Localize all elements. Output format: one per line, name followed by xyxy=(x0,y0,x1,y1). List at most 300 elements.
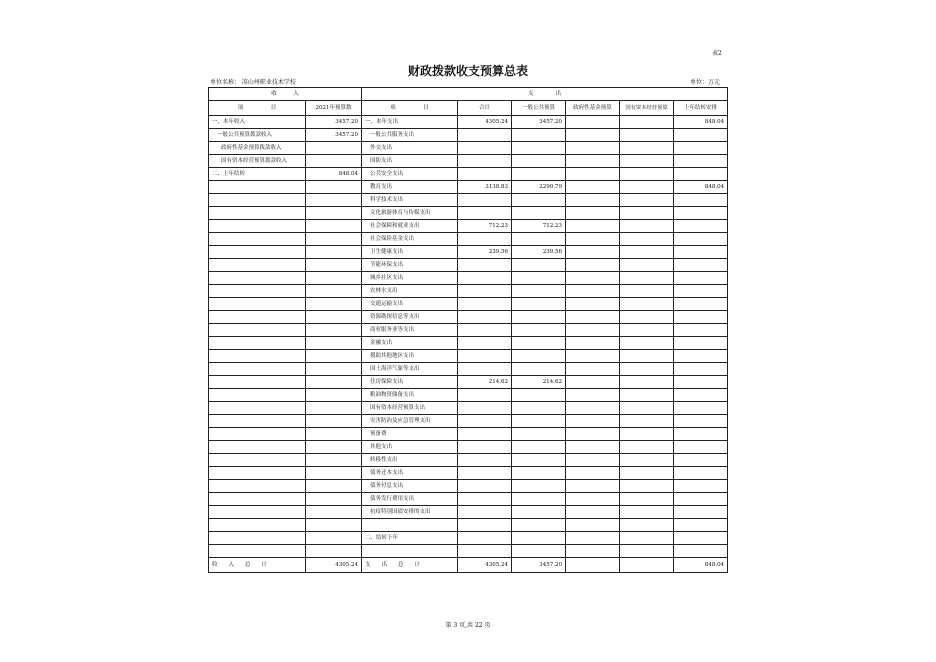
table-row xyxy=(209,402,728,415)
expense-total-label: 支 出 总 计 xyxy=(362,558,458,573)
header-row-columns xyxy=(209,101,728,116)
expense-total xyxy=(458,506,512,519)
col-header-gov-fund: 政府性基金预算 xyxy=(566,101,620,116)
expense-state-capital xyxy=(620,545,674,558)
expense-carryover-total: 848.04 xyxy=(674,558,728,573)
income-item xyxy=(209,207,306,220)
income-item xyxy=(209,519,306,532)
expense-total xyxy=(458,519,512,532)
expense-gov-fund xyxy=(566,285,620,298)
col-header-item: 项 目 xyxy=(209,101,306,116)
expense-carryover xyxy=(674,519,728,532)
table-row xyxy=(209,324,728,337)
expense-item: 其他支出 xyxy=(362,441,458,454)
expense-carryover xyxy=(674,532,728,545)
expense-carryover: 848.04 xyxy=(674,116,728,129)
expense-general xyxy=(512,168,566,181)
col-header-total: 合计 xyxy=(458,101,512,116)
expense-state-capital xyxy=(620,441,674,454)
expense-gov-fund xyxy=(566,350,620,363)
expenditure-header: 支 出 xyxy=(362,88,728,101)
expense-general xyxy=(512,402,566,415)
expense-state-capital xyxy=(620,454,674,467)
expense-state-capital xyxy=(620,311,674,324)
expense-carryover xyxy=(674,168,728,181)
expense-gov-fund xyxy=(566,259,620,272)
expense-carryover xyxy=(674,402,728,415)
expense-item: 交通运输支出 xyxy=(362,298,458,311)
expense-gov-fund xyxy=(566,246,620,259)
expense-gov-fund xyxy=(566,155,620,168)
currency-unit: 单位：万元 xyxy=(690,79,721,86)
income-item xyxy=(209,337,306,350)
table-row xyxy=(209,194,728,207)
expense-item: 社会保障和就业支出 xyxy=(362,220,458,233)
table-row xyxy=(209,467,728,480)
income-item xyxy=(209,545,306,558)
income-value xyxy=(306,389,362,402)
expense-item: 社会保险基金支出 xyxy=(362,233,458,246)
income-value xyxy=(306,259,362,272)
income-total-label: 收 入 总 计 xyxy=(209,558,306,573)
expense-carryover xyxy=(674,545,728,558)
income-value: 3457.20 xyxy=(306,129,362,142)
expense-item: 援助其他地区支出 xyxy=(362,350,458,363)
page-footer: 第 3 页,共 22 页 xyxy=(445,622,491,629)
income-item xyxy=(209,428,306,441)
expense-total: 3138.83 xyxy=(458,181,512,194)
expense-carryover xyxy=(674,142,728,155)
table-row xyxy=(209,285,728,298)
expense-state-capital xyxy=(620,220,674,233)
income-item: 政府性基金预算拨款收入 xyxy=(209,142,306,155)
income-item xyxy=(209,506,306,519)
expense-carryover xyxy=(674,467,728,480)
income-value xyxy=(306,311,362,324)
income-item xyxy=(209,376,306,389)
expense-total xyxy=(458,454,512,467)
expense-item: 卫生健康支出 xyxy=(362,246,458,259)
income-item xyxy=(209,402,306,415)
expense-state-capital xyxy=(620,168,674,181)
expense-general xyxy=(512,480,566,493)
expense-total xyxy=(458,142,512,155)
expense-total: 4305.24 xyxy=(458,116,512,129)
expense-total xyxy=(458,259,512,272)
expense-total xyxy=(458,233,512,246)
table-row xyxy=(209,350,728,363)
expense-state-capital xyxy=(620,233,674,246)
expense-item: 节能环保支出 xyxy=(362,259,458,272)
table-row xyxy=(209,389,728,402)
income-value xyxy=(306,467,362,480)
table-row xyxy=(209,493,728,506)
expense-carryover xyxy=(674,454,728,467)
expense-state-capital xyxy=(620,116,674,129)
expense-carryover xyxy=(674,415,728,428)
expense-carryover xyxy=(674,298,728,311)
table-row xyxy=(209,415,728,428)
income-item xyxy=(209,389,306,402)
page-title: 财政拨款收支预算总表 xyxy=(407,64,528,78)
income-item xyxy=(209,493,306,506)
expense-item: 商业服务业等支出 xyxy=(362,324,458,337)
expense-carryover xyxy=(674,233,728,246)
expense-carryover xyxy=(674,311,728,324)
expense-gov-fund-total xyxy=(566,558,620,573)
expense-item xyxy=(362,545,458,558)
expense-carryover xyxy=(674,506,728,519)
expense-general xyxy=(512,207,566,220)
table-row xyxy=(209,272,728,285)
expense-item: 公共安全支出 xyxy=(362,168,458,181)
expense-gov-fund xyxy=(566,116,620,129)
table-row xyxy=(209,480,728,493)
expense-general xyxy=(512,441,566,454)
expense-total xyxy=(458,324,512,337)
expense-total: 239.56 xyxy=(458,246,512,259)
income-value xyxy=(306,324,362,337)
expense-general: 214.62 xyxy=(512,376,566,389)
expense-total xyxy=(458,428,512,441)
income-item xyxy=(209,532,306,545)
expense-general xyxy=(512,389,566,402)
expense-total xyxy=(458,155,512,168)
expense-general xyxy=(512,350,566,363)
unit-name: 单位名称： 凉山州职业技术学校 xyxy=(210,79,296,86)
income-value xyxy=(306,298,362,311)
expense-item xyxy=(362,519,458,532)
income-item xyxy=(209,454,306,467)
income-value xyxy=(306,376,362,389)
expense-gov-fund xyxy=(566,337,620,350)
table-number: 表2 xyxy=(712,50,722,57)
expense-gov-fund xyxy=(566,467,620,480)
expense-state-capital xyxy=(620,493,674,506)
expense-gov-fund xyxy=(566,428,620,441)
expense-general xyxy=(512,194,566,207)
expense-general xyxy=(512,272,566,285)
expense-total xyxy=(458,545,512,558)
expense-item: 债务付息支出 xyxy=(362,480,458,493)
income-item xyxy=(209,415,306,428)
expense-total: 712.23 xyxy=(458,220,512,233)
income-value xyxy=(306,506,362,519)
expense-gov-fund xyxy=(566,233,620,246)
expense-carryover xyxy=(674,259,728,272)
table-row xyxy=(209,532,728,545)
expense-item: 住房保障支出 xyxy=(362,376,458,389)
expense-general: 712.23 xyxy=(512,220,566,233)
expense-total: 214.62 xyxy=(458,376,512,389)
expense-carryover xyxy=(674,246,728,259)
table-row xyxy=(209,376,728,389)
expense-gov-fund xyxy=(566,194,620,207)
expense-general xyxy=(512,233,566,246)
expense-gov-fund xyxy=(566,376,620,389)
expense-gov-fund xyxy=(566,506,620,519)
expense-gov-fund xyxy=(566,220,620,233)
income-value xyxy=(306,285,362,298)
expense-item: 一般公共服务支出 xyxy=(362,129,458,142)
income-value xyxy=(306,233,362,246)
income-item: 二、上年结转 xyxy=(209,168,306,181)
income-value xyxy=(306,415,362,428)
income-value xyxy=(306,220,362,233)
expense-total xyxy=(458,389,512,402)
expense-carryover xyxy=(674,129,728,142)
expense-item: 债务还本支出 xyxy=(362,467,458,480)
table-row xyxy=(209,142,728,155)
table-row xyxy=(209,116,728,129)
budget-table xyxy=(208,87,728,573)
income-value xyxy=(306,519,362,532)
expense-item: 文化旅游体育与传媒支出 xyxy=(362,207,458,220)
income-value xyxy=(306,402,362,415)
expense-item: 预备费 xyxy=(362,428,458,441)
expense-state-capital xyxy=(620,402,674,415)
expense-gov-fund xyxy=(566,402,620,415)
table-row xyxy=(209,181,728,194)
expense-general: 3457.20 xyxy=(512,116,566,129)
expense-total xyxy=(458,207,512,220)
income-item xyxy=(209,285,306,298)
expense-state-capital xyxy=(620,129,674,142)
income-value xyxy=(306,532,362,545)
expense-total xyxy=(458,298,512,311)
expense-carryover xyxy=(674,428,728,441)
expense-general xyxy=(512,532,566,545)
income-value xyxy=(306,272,362,285)
expense-general xyxy=(512,285,566,298)
income-item xyxy=(209,259,306,272)
expense-gov-fund xyxy=(566,311,620,324)
expense-general: 2290.79 xyxy=(512,181,566,194)
expense-total xyxy=(458,402,512,415)
income-value xyxy=(306,493,362,506)
expense-total xyxy=(458,363,512,376)
income-item: 一、本年收入 xyxy=(209,116,306,129)
expense-carryover xyxy=(674,285,728,298)
expense-gov-fund xyxy=(566,181,620,194)
income-value xyxy=(306,480,362,493)
expense-gov-fund xyxy=(566,272,620,285)
expense-carryover xyxy=(674,272,728,285)
expense-general xyxy=(512,428,566,441)
expense-state-capital xyxy=(620,246,674,259)
table-row xyxy=(209,168,728,181)
table-row xyxy=(209,454,728,467)
expense-item: 抗疫特别国债安排的支出 xyxy=(362,506,458,519)
expense-state-capital xyxy=(620,480,674,493)
income-item xyxy=(209,363,306,376)
expense-item: 资源勘探信息等支出 xyxy=(362,311,458,324)
income-value xyxy=(306,545,362,558)
expense-general xyxy=(512,467,566,480)
income-item: 国有资本经营预算拨款收入 xyxy=(209,155,306,168)
income-item xyxy=(209,298,306,311)
expense-item: 城乡社区支出 xyxy=(362,272,458,285)
expense-gov-fund xyxy=(566,363,620,376)
expense-total xyxy=(458,415,512,428)
expense-gov-fund xyxy=(566,324,620,337)
expense-state-capital xyxy=(620,155,674,168)
table-row xyxy=(209,246,728,259)
expense-carryover xyxy=(674,220,728,233)
table-body xyxy=(209,88,728,573)
expense-state-capital xyxy=(620,506,674,519)
expense-item: 科学技术支出 xyxy=(362,194,458,207)
table-row xyxy=(209,233,728,246)
expense-general xyxy=(512,363,566,376)
expense-state-capital xyxy=(620,207,674,220)
income-item xyxy=(209,181,306,194)
expense-general xyxy=(512,129,566,142)
income-value xyxy=(306,337,362,350)
expense-state-capital xyxy=(620,285,674,298)
expense-gov-fund xyxy=(566,298,620,311)
col-header-item2: 项 目 xyxy=(362,101,458,116)
expense-state-capital xyxy=(620,350,674,363)
expense-item: 转移性支出 xyxy=(362,454,458,467)
income-item xyxy=(209,324,306,337)
expense-gov-fund xyxy=(566,454,620,467)
expense-grand-total: 4305.24 xyxy=(458,558,512,573)
expense-carryover xyxy=(674,194,728,207)
expense-carryover xyxy=(674,324,728,337)
income-item xyxy=(209,480,306,493)
expense-total xyxy=(458,285,512,298)
expense-state-capital xyxy=(620,415,674,428)
expense-carryover xyxy=(674,493,728,506)
income-value xyxy=(306,194,362,207)
income-value xyxy=(306,441,362,454)
table-row xyxy=(209,506,728,519)
income-value xyxy=(306,181,362,194)
expense-state-capital xyxy=(620,142,674,155)
expense-total xyxy=(458,467,512,480)
income-item xyxy=(209,272,306,285)
expense-state-capital xyxy=(620,181,674,194)
expense-state-capital xyxy=(620,467,674,480)
income-value xyxy=(306,207,362,220)
income-item xyxy=(209,441,306,454)
expense-general xyxy=(512,259,566,272)
expense-item: 农林水支出 xyxy=(362,285,458,298)
col-header-budget2021: 2021年预算数 xyxy=(306,101,362,116)
expense-state-capital xyxy=(620,428,674,441)
expense-general xyxy=(512,415,566,428)
expense-gov-fund xyxy=(566,545,620,558)
income-value xyxy=(306,350,362,363)
col-header-carryover: 上年结转安排 xyxy=(674,101,728,116)
table-row xyxy=(209,428,728,441)
table-row xyxy=(209,129,728,142)
income-value xyxy=(306,246,362,259)
expense-general xyxy=(512,298,566,311)
expense-general xyxy=(512,506,566,519)
expense-gov-fund xyxy=(566,142,620,155)
expense-carryover xyxy=(674,155,728,168)
income-item xyxy=(209,467,306,480)
expense-carryover xyxy=(674,350,728,363)
expense-state-capital xyxy=(620,324,674,337)
expense-total xyxy=(458,441,512,454)
table-row xyxy=(209,311,728,324)
income-item xyxy=(209,194,306,207)
income-value xyxy=(306,428,362,441)
expense-state-capital xyxy=(620,298,674,311)
income-header: 收 入 xyxy=(209,88,362,101)
table-row xyxy=(209,155,728,168)
table-row xyxy=(209,363,728,376)
income-item xyxy=(209,350,306,363)
expense-carryover xyxy=(674,480,728,493)
expense-total xyxy=(458,337,512,350)
totals-row xyxy=(209,558,728,573)
table-row xyxy=(209,441,728,454)
table-row xyxy=(209,220,728,233)
expense-gov-fund xyxy=(566,519,620,532)
expense-total xyxy=(458,194,512,207)
expense-state-capital xyxy=(620,532,674,545)
expense-item: 债务发行费用支出 xyxy=(362,493,458,506)
table-row xyxy=(209,298,728,311)
expense-total xyxy=(458,129,512,142)
expense-total xyxy=(458,311,512,324)
expense-general xyxy=(512,324,566,337)
expense-gov-fund xyxy=(566,480,620,493)
expense-item: 国有资本经营预算支出 xyxy=(362,402,458,415)
expense-general: 239.56 xyxy=(512,246,566,259)
table-row xyxy=(209,545,728,558)
income-item xyxy=(209,220,306,233)
expense-gov-fund xyxy=(566,168,620,181)
income-item: 一般公共预算拨款收入 xyxy=(209,129,306,142)
expense-gov-fund xyxy=(566,389,620,402)
expense-total xyxy=(458,480,512,493)
expense-gov-fund xyxy=(566,441,620,454)
expense-general xyxy=(512,545,566,558)
expense-state-capital xyxy=(620,519,674,532)
col-header-state-capital: 国有资本经营预算 xyxy=(620,101,674,116)
expense-general xyxy=(512,142,566,155)
expense-item: 国防支出 xyxy=(362,155,458,168)
expense-gov-fund xyxy=(566,493,620,506)
expense-carryover xyxy=(674,207,728,220)
expense-general xyxy=(512,337,566,350)
header-row-group xyxy=(209,88,728,101)
expense-carryover xyxy=(674,389,728,402)
expense-item: 国土海洋气象等支出 xyxy=(362,363,458,376)
expense-carryover xyxy=(674,441,728,454)
income-item xyxy=(209,233,306,246)
expense-item: 金融支出 xyxy=(362,337,458,350)
expense-state-capital xyxy=(620,259,674,272)
table-row xyxy=(209,259,728,272)
expense-total xyxy=(458,350,512,363)
expense-state-capital-total xyxy=(620,558,674,573)
expense-item: 二、结转下年 xyxy=(362,532,458,545)
expense-item: 一、本年支出 xyxy=(362,116,458,129)
expense-carryover xyxy=(674,337,728,350)
expense-carryover: 848.04 xyxy=(674,181,728,194)
income-value xyxy=(306,142,362,155)
income-value xyxy=(306,155,362,168)
income-item xyxy=(209,311,306,324)
expense-item: 灾害防治及应急管理支出 xyxy=(362,415,458,428)
expense-general xyxy=(512,311,566,324)
